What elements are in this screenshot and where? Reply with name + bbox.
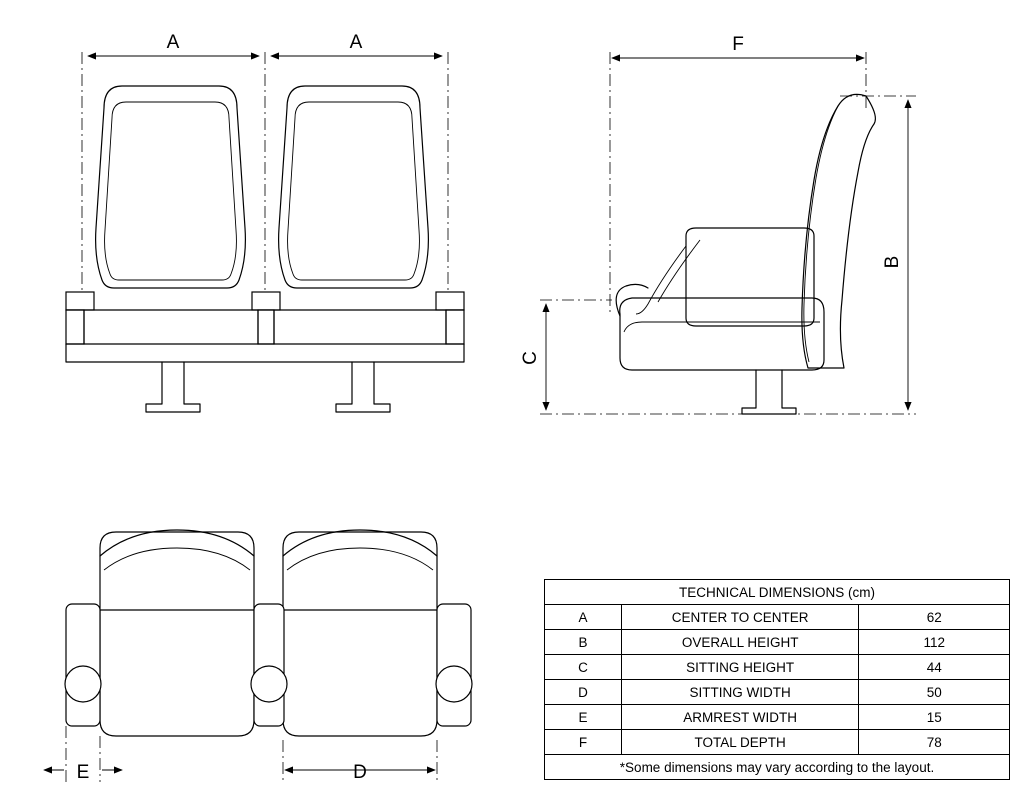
side-dim-label-f: F <box>732 34 744 55</box>
row-desc: TOTAL DEPTH <box>621 730 859 755</box>
side-view <box>520 34 916 414</box>
leg-right <box>336 362 390 412</box>
seat2-backrest <box>279 86 429 288</box>
row-value: 62 <box>859 605 1010 630</box>
table-row <box>545 705 1010 730</box>
row-value: 50 <box>859 680 1010 705</box>
armrest-right-top <box>436 292 464 310</box>
row-key: D <box>545 680 622 705</box>
top-seat2-body <box>283 532 437 736</box>
front-dim-label-a-right: A <box>349 32 363 53</box>
row-desc: OVERALL HEIGHT <box>621 630 859 655</box>
armrest-left-top <box>66 292 94 310</box>
side-dim-label-c: C <box>520 351 541 365</box>
seat1-backrest <box>96 86 246 288</box>
top-seat2-backrest <box>283 530 437 556</box>
top-armrest-left <box>66 604 100 726</box>
top-armrest-right <box>437 604 471 726</box>
row-key: F <box>545 730 622 755</box>
row-desc: SITTING WIDTH <box>621 680 859 705</box>
seat2-backrest-inner <box>288 102 420 280</box>
row-key: A <box>545 605 622 630</box>
table-row <box>545 680 1010 705</box>
side-armrest-support2 <box>658 240 700 302</box>
side-seat-inner <box>624 322 820 332</box>
row-key: E <box>545 705 622 730</box>
table-title: TECHNICAL DIMENSIONS (cm) <box>545 580 1010 605</box>
table-row <box>545 730 1010 755</box>
top-seat1-backrest <box>100 530 254 556</box>
side-armrest-support <box>636 246 686 314</box>
side-armrest <box>686 228 814 326</box>
top-armrest-left-pivot <box>65 666 101 702</box>
front-dim-label-a-left: A <box>166 32 180 53</box>
top-armrest-right-pivot <box>436 666 472 702</box>
table-row <box>545 605 1010 630</box>
top-seat1-body <box>100 532 254 736</box>
table-row <box>545 655 1010 680</box>
top-view <box>44 530 472 783</box>
armrest-center-top <box>252 292 280 310</box>
row-value: 78 <box>859 730 1010 755</box>
row-key: C <box>545 655 622 680</box>
row-desc: CENTER TO CENTER <box>621 605 859 630</box>
side-dim-label-b: B <box>882 255 903 269</box>
top-armrest-center <box>254 604 284 726</box>
seat-base-rail <box>66 344 464 362</box>
row-value: 15 <box>859 705 1010 730</box>
front-view <box>66 32 464 412</box>
side-backrest-inner <box>804 106 838 362</box>
table-row <box>545 630 1010 655</box>
row-value: 44 <box>859 655 1010 680</box>
top-armrest-center-pivot <box>251 666 287 702</box>
seat1-backrest-inner <box>105 102 237 280</box>
leg-left <box>146 362 200 412</box>
row-value: 112 <box>859 630 1010 655</box>
armrest-center-post <box>258 310 274 344</box>
top-dim-label-e: E <box>76 762 90 783</box>
row-desc: ARMREST WIDTH <box>621 705 859 730</box>
technical-dimensions-table <box>544 579 1010 780</box>
top-dim-label-d: D <box>353 762 367 783</box>
side-seat-front-lip <box>616 284 648 316</box>
side-leg <box>742 370 796 414</box>
table-title-row <box>545 580 1010 605</box>
top-seat1-backrest-inner <box>104 548 250 570</box>
table-note: *Some dimensions may vary according to the layout. <box>545 755 1010 780</box>
row-desc: SITTING HEIGHT <box>621 655 859 680</box>
table-note-row <box>545 755 1010 780</box>
top-seat2-backrest-inner <box>287 548 433 570</box>
armrest-right-post <box>446 310 464 344</box>
row-key: B <box>545 630 622 655</box>
side-seat-cushion <box>620 298 824 370</box>
armrest-left-post <box>66 310 84 344</box>
